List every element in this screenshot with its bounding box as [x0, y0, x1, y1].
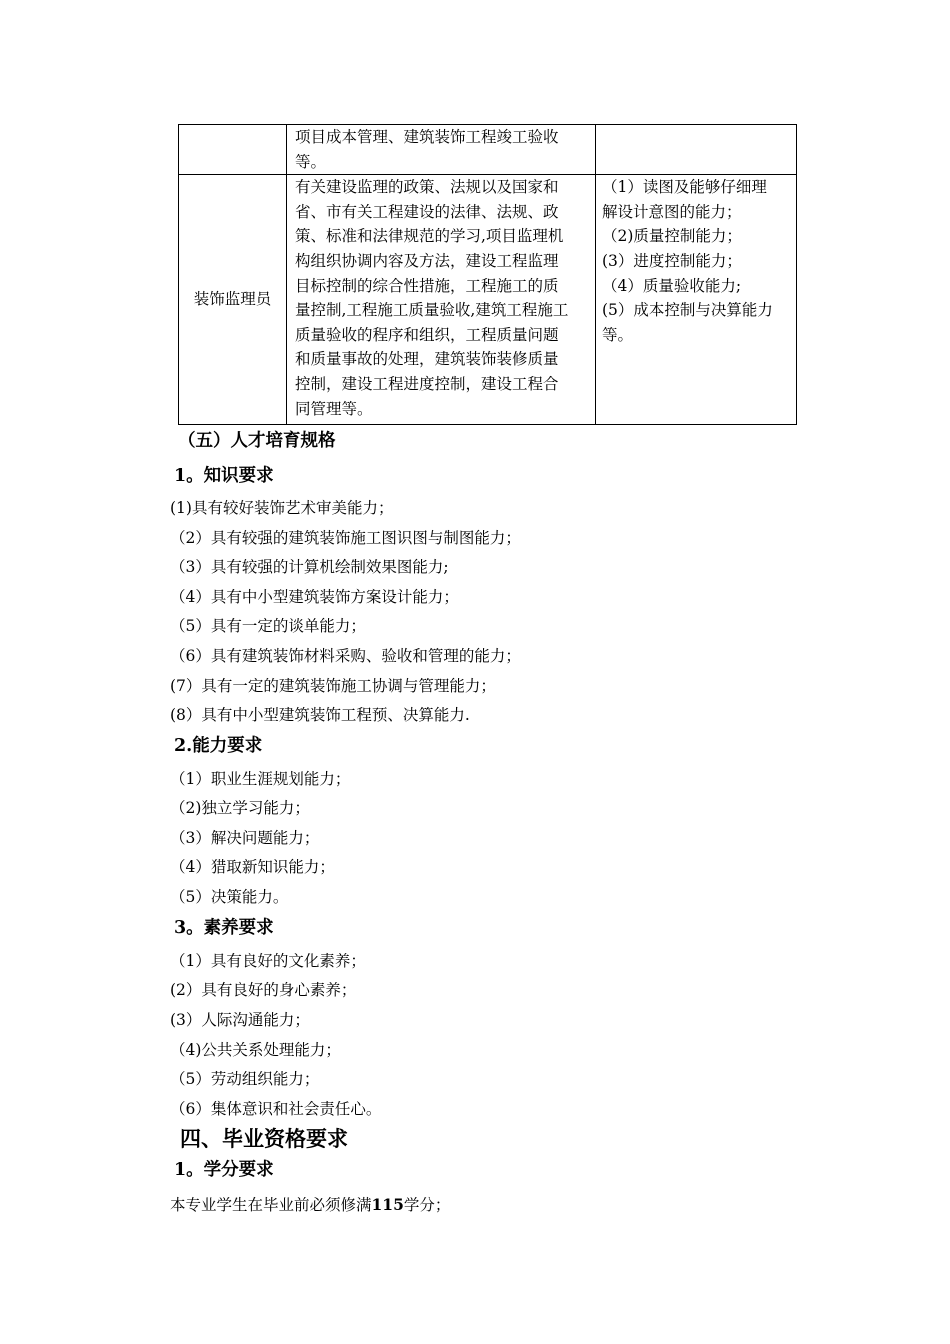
list-item: （5）决策能力。 [170, 888, 289, 906]
list-item: (3）人际沟通能力； [170, 1011, 310, 1029]
ability-line: (3）进度控制能力； [602, 251, 742, 270]
ability-line: （1）读图及能够仔细理 [602, 178, 767, 197]
content-line: 等。 [295, 152, 327, 171]
list-item: （1）职业生涯规划能力； [170, 770, 351, 788]
section-heading: （五）人才培育规格 [178, 431, 336, 451]
list-item: (1)具有较好装饰艺术审美能力； [170, 499, 394, 517]
job-spec-table [178, 124, 797, 425]
ability-line: 等。 [602, 325, 634, 344]
table-row [179, 175, 797, 425]
list-item: （6）集体意识和社会责任心。 [170, 1100, 382, 1118]
list-item: （4）猎取新知识能力； [170, 858, 335, 876]
list-item: （2)独立学习能力； [170, 799, 310, 817]
credit-count: 115 [371, 1195, 404, 1214]
content-line: 有关建设监理的政策、法规以及国家和 [295, 178, 559, 197]
content-line: 和质量事故的处理，建筑装饰装修质量 [295, 350, 559, 369]
content-line: 策、标准和法律规范的学习,项目监理机 [295, 227, 564, 246]
role-cell [179, 125, 287, 175]
ability-line: （2)质量控制能力； [602, 227, 742, 246]
table-row [179, 125, 797, 175]
subsection-heading: 1。知识要求 [174, 466, 274, 486]
subsection-heading: 3。素养要求 [174, 918, 274, 938]
chapter-heading: 四、毕业资格要求 [180, 1126, 348, 1151]
content-line: 项目成本管理、建筑装饰工程竣工验收 [295, 128, 559, 146]
role-cell: 装饰监理员 [179, 175, 287, 425]
content-line: 同管理等。 [295, 399, 373, 418]
list-item: （4）具有中小型建筑装饰方案设计能力； [170, 588, 459, 606]
list-item: （4)公共关系处理能力； [170, 1041, 341, 1059]
content-line: 量控制,工程施工质量验收,建筑工程施工 [295, 301, 569, 320]
list-item: （3）解决问题能力； [170, 829, 320, 847]
list-item: (7）具有一定的建筑装饰施工协调与管理能力； [170, 677, 496, 695]
content-cell [287, 175, 596, 425]
credit-text-before: 本专业学生在毕业前必须修满 [170, 1196, 372, 1214]
list-item: （3）具有较强的计算机绘制效果图能力; [170, 558, 449, 576]
list-item: （5）具有一定的谈单能力； [170, 617, 366, 635]
list-item: (8）具有中小型建筑装饰工程预、决算能力. [170, 706, 470, 724]
content-line: 质量验收的程序和组织，工程质量问题 [295, 325, 559, 344]
list-item: （6）具有建筑装饰材料采购、验收和管理的能力； [170, 647, 521, 665]
list-item: （1）具有良好的文化素养； [170, 952, 366, 970]
ability-line: 解设计意图的能力； [602, 202, 742, 221]
content-line: 省、市有关工程建设的法律、法规、政 [295, 202, 559, 221]
subsection-heading: 1。学分要求 [174, 1160, 274, 1180]
content-line: 构组织协调内容及方法，建设工程监理 [295, 251, 559, 270]
credit-text-after: 学分； [403, 1196, 451, 1214]
content-line: 目标控制的综合性措施，工程施工的质 [295, 276, 559, 295]
abilities-cell [596, 175, 797, 425]
ability-line: (5）成本控制与决算能力 [602, 301, 773, 320]
content-line: 控制，建设工程进度控制，建设工程合 [295, 374, 559, 393]
abilities-cell [596, 125, 797, 175]
list-item: （5）劳动组织能力； [170, 1070, 320, 1088]
list-item: (2）具有良好的身心素养； [170, 981, 357, 999]
list-item: （2）具有较强的建筑装饰施工图识图与制图能力； [170, 529, 521, 547]
credit-requirement [170, 1193, 450, 1215]
content-cell [287, 125, 596, 175]
subsection-heading: 2.能力要求 [174, 736, 263, 756]
ability-line: （4）质量验收能力; [602, 276, 742, 295]
